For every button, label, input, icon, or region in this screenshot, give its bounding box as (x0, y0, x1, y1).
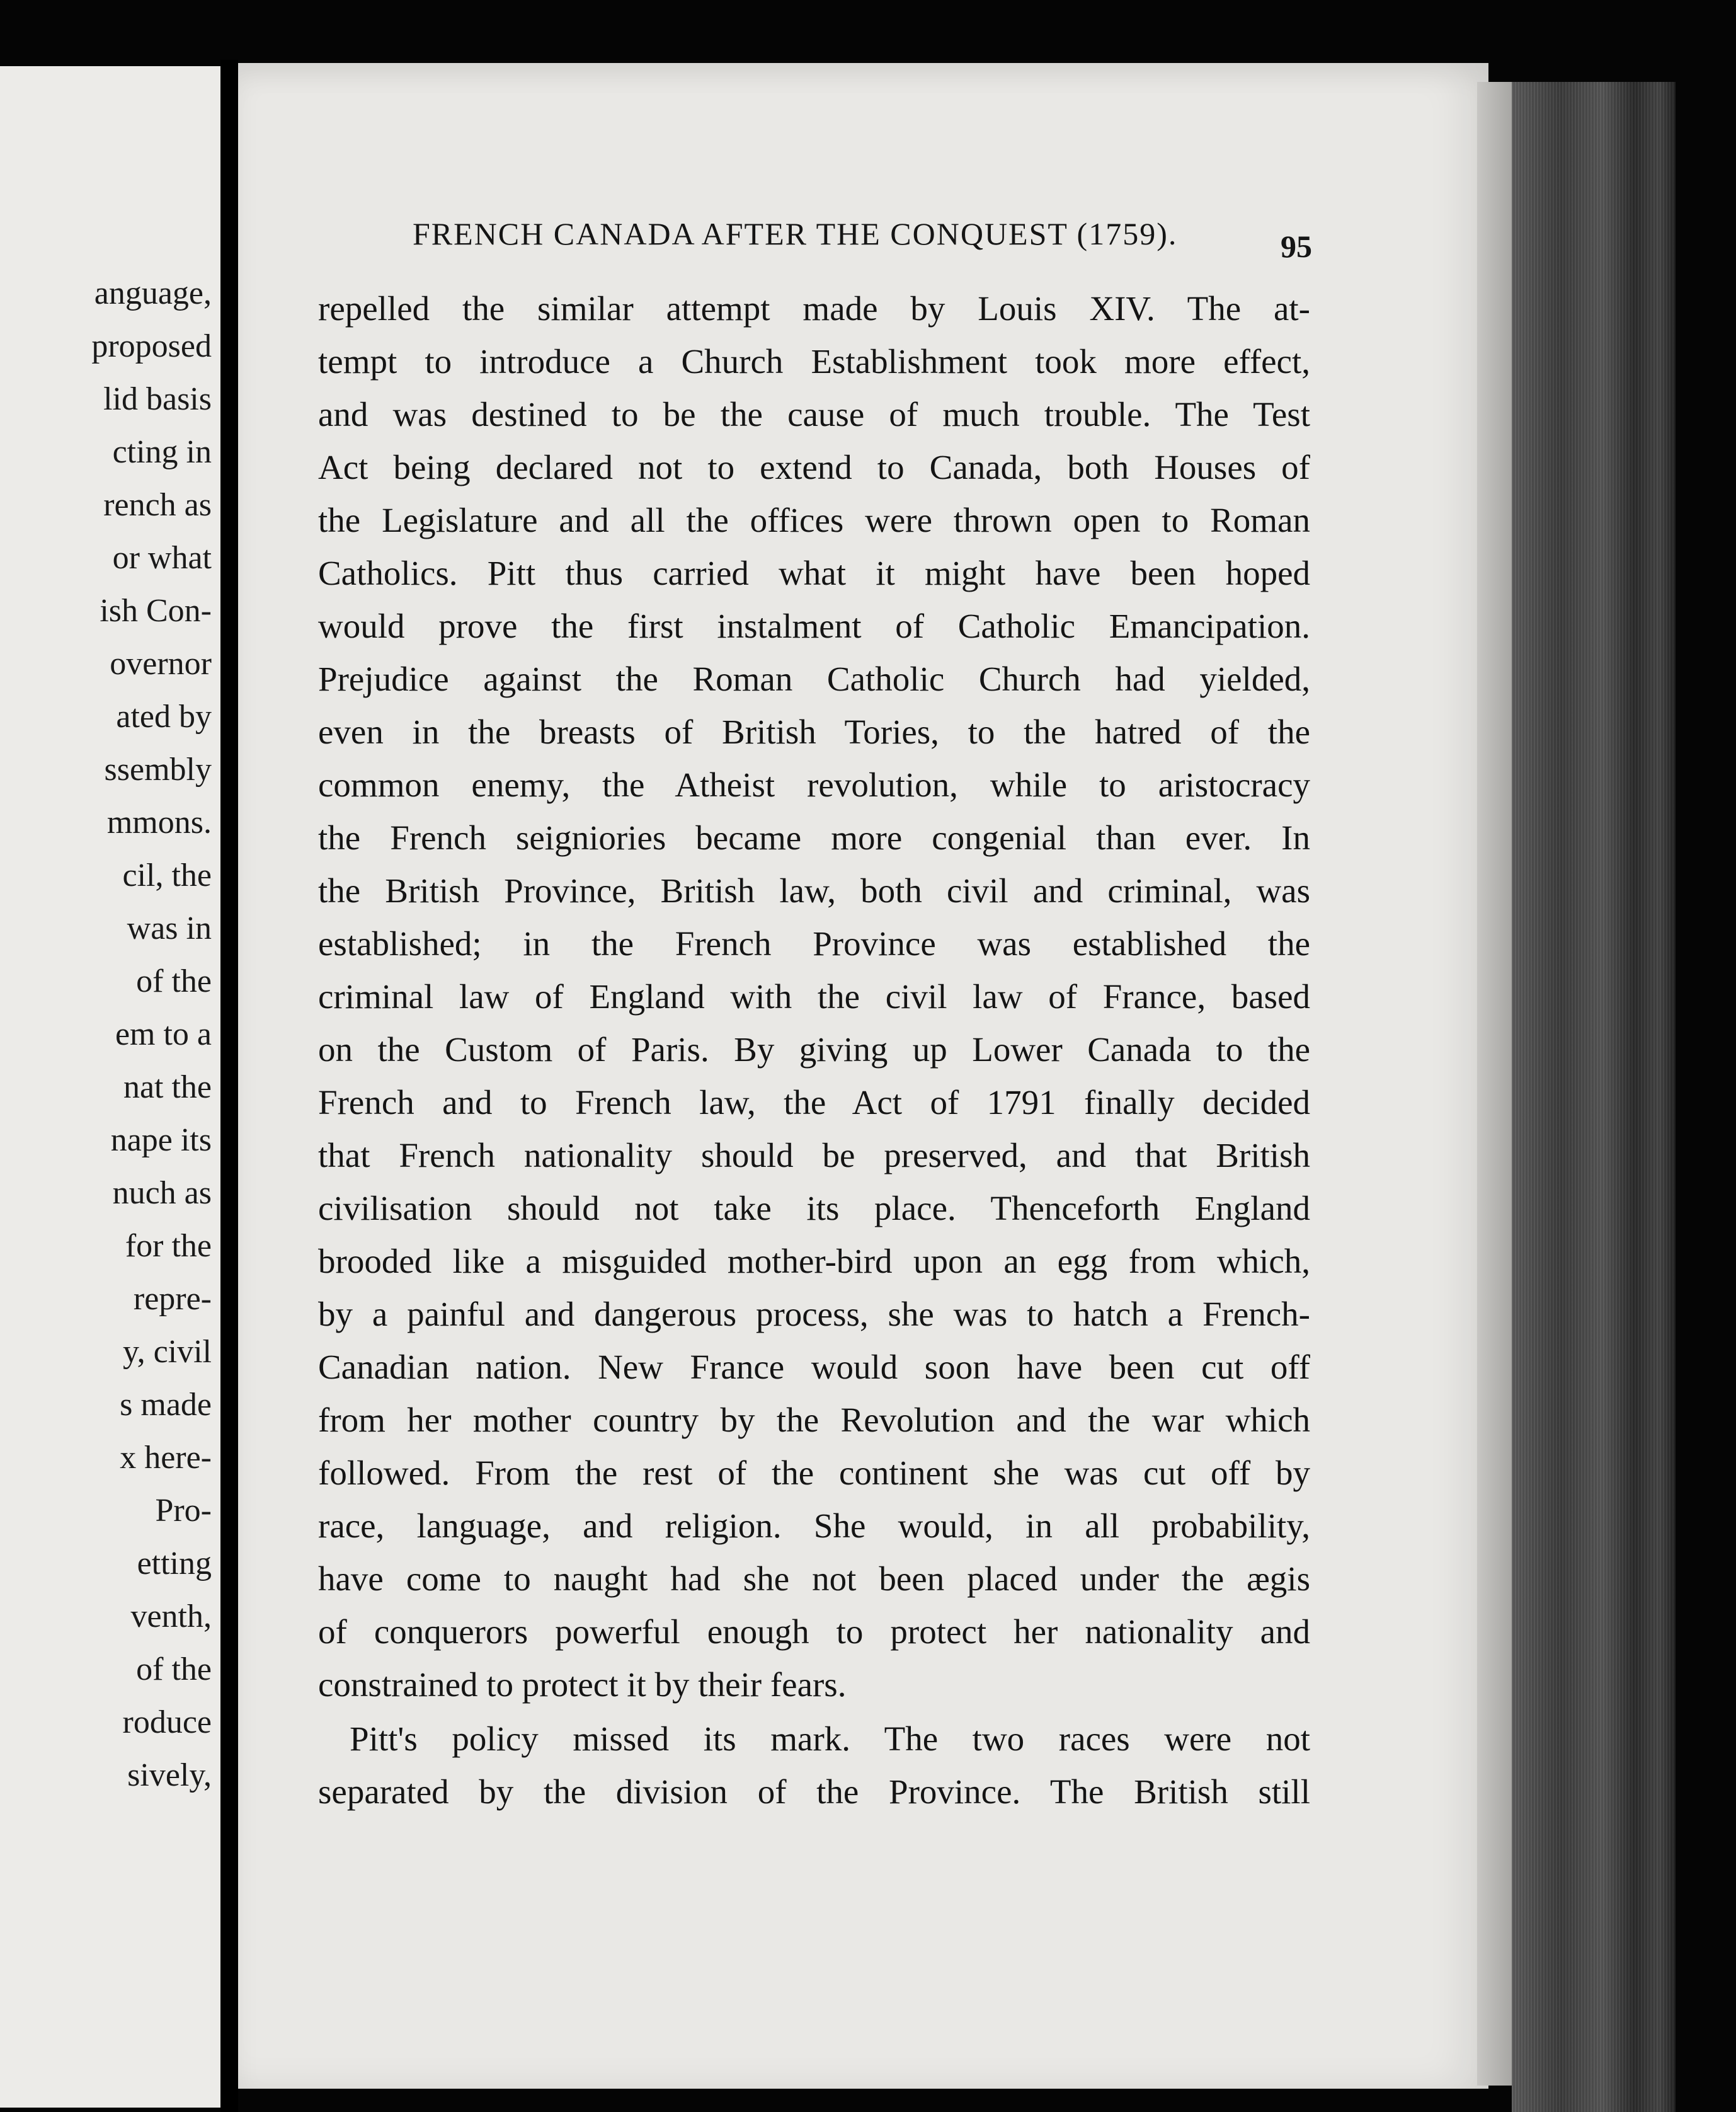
book-fore-edge-texture (1512, 82, 1676, 2112)
left-page-line: ssembly (104, 752, 212, 788)
left-page-line: y, civil (122, 1334, 212, 1370)
body-text-line: the French seigniories became more congenial than ever. In (318, 818, 1310, 857)
left-page-line: was in (127, 910, 212, 946)
body-text-line: tempt to introduce a Church Establishment took more effect, (318, 342, 1310, 381)
left-page-line: for the (125, 1228, 212, 1264)
left-page-line: nuch as (112, 1175, 212, 1211)
left-page-line: proposed (91, 328, 212, 364)
left-page-line: of the (136, 1651, 212, 1687)
left-page-line: repre- (133, 1281, 212, 1317)
body-text-line: and was destined to be the cause of much trouble. The Test (318, 395, 1310, 433)
body-text-line: French and to French law, the Act of 1791 finally decided (318, 1083, 1310, 1122)
left-page-line: mmons. (106, 805, 212, 841)
body-text-line: Prejudice against the Roman Catholic Church had yielded, (318, 660, 1310, 698)
body-text-line: from her mother country by the Revolution and the war which (318, 1401, 1310, 1439)
left-page-line: ated by (116, 699, 212, 735)
left-page-line: cting in (112, 434, 212, 470)
body-text-line: the British Province, British law, both civil and criminal, was (318, 871, 1310, 910)
left-page-line: rench as (103, 487, 212, 523)
left-page-line: etting (137, 1546, 212, 1581)
left-page-line: of the (136, 963, 212, 999)
left-page-line: s made (120, 1387, 212, 1423)
body-text-line: brooded like a misguided mother-bird upon an egg from which, (318, 1242, 1310, 1280)
left-page (0, 66, 220, 2108)
body-text-line: of conquerors powerful enough to protect her nationality and (318, 1612, 1310, 1651)
body-text-line: Pitt's policy missed its mark. The two races were not (350, 1719, 1310, 1758)
body-text-line: constrained to protect it by their fears. (318, 1665, 847, 1704)
left-page-line: ish Con- (100, 593, 212, 629)
left-page-line: x here- (120, 1440, 212, 1476)
body-text-line: would prove the first instalment of Catholic Emancipation. (318, 607, 1310, 645)
body-text-line: have come to naught had she not been placed under the ægis (318, 1559, 1310, 1598)
book-gutter (220, 60, 238, 2112)
body-text-line: criminal law of England with the civil law of France, based (318, 977, 1310, 1016)
left-page-line: anguage, (94, 275, 212, 311)
left-page-line: Pro- (155, 1493, 212, 1529)
left-page-line: lid basis (103, 381, 212, 417)
body-text-line: on the Custom of Paris. By giving up Lower Canada to the (318, 1030, 1310, 1069)
body-text-line: followed. From the rest of the continent she was cut off by (318, 1454, 1310, 1492)
body-text-line: established; in the French Province was established the (318, 924, 1310, 963)
body-text-line: Catholics. Pitt thus carried what it might have been hoped (318, 554, 1310, 592)
body-text-line: repelled the similar attempt made by Louis XIV. The at- (318, 289, 1310, 328)
body-text-line: separated by the division of the Province. The British still (318, 1772, 1310, 1811)
running-head: FRENCH CANADA AFTER THE CONQUEST (1759). (413, 216, 1178, 251)
left-page-line: venth, (130, 1598, 212, 1634)
left-page-line: roduce (122, 1704, 212, 1740)
body-text-line: Act being declared not to extend to Canada, both Houses of (318, 448, 1310, 486)
body-text-line: by a painful and dangerous process, she was to hatch a French- (318, 1295, 1310, 1333)
left-page-line: nat the (123, 1069, 212, 1105)
body-text-line: Canadian nation. New France would soon have been cut off (318, 1348, 1310, 1386)
page-number: 95 (1281, 229, 1312, 264)
body-text-line: common enemy, the Atheist revolution, while to aristocracy (318, 766, 1310, 804)
left-page-line: cil, the (122, 858, 212, 893)
left-page-line: or what (112, 540, 212, 576)
left-page-line: sively, (127, 1757, 212, 1793)
body-text-line: that French nationality should be preserved, and that British (318, 1136, 1310, 1174)
body-text-line: the Legislature and all the offices were thrown open to Roman (318, 501, 1310, 539)
left-page-line: nape its (110, 1122, 212, 1158)
body-text-line: race, language, and religion. She would, in all probability, (318, 1507, 1310, 1545)
body-text-line: civilisation should not take its place. Thenceforth England (318, 1189, 1310, 1227)
body-text-line: even in the breasts of British Tories, to the hatred of the (318, 713, 1310, 751)
left-page-line: em to a (115, 1016, 212, 1052)
left-page-line: overnor (110, 646, 212, 682)
